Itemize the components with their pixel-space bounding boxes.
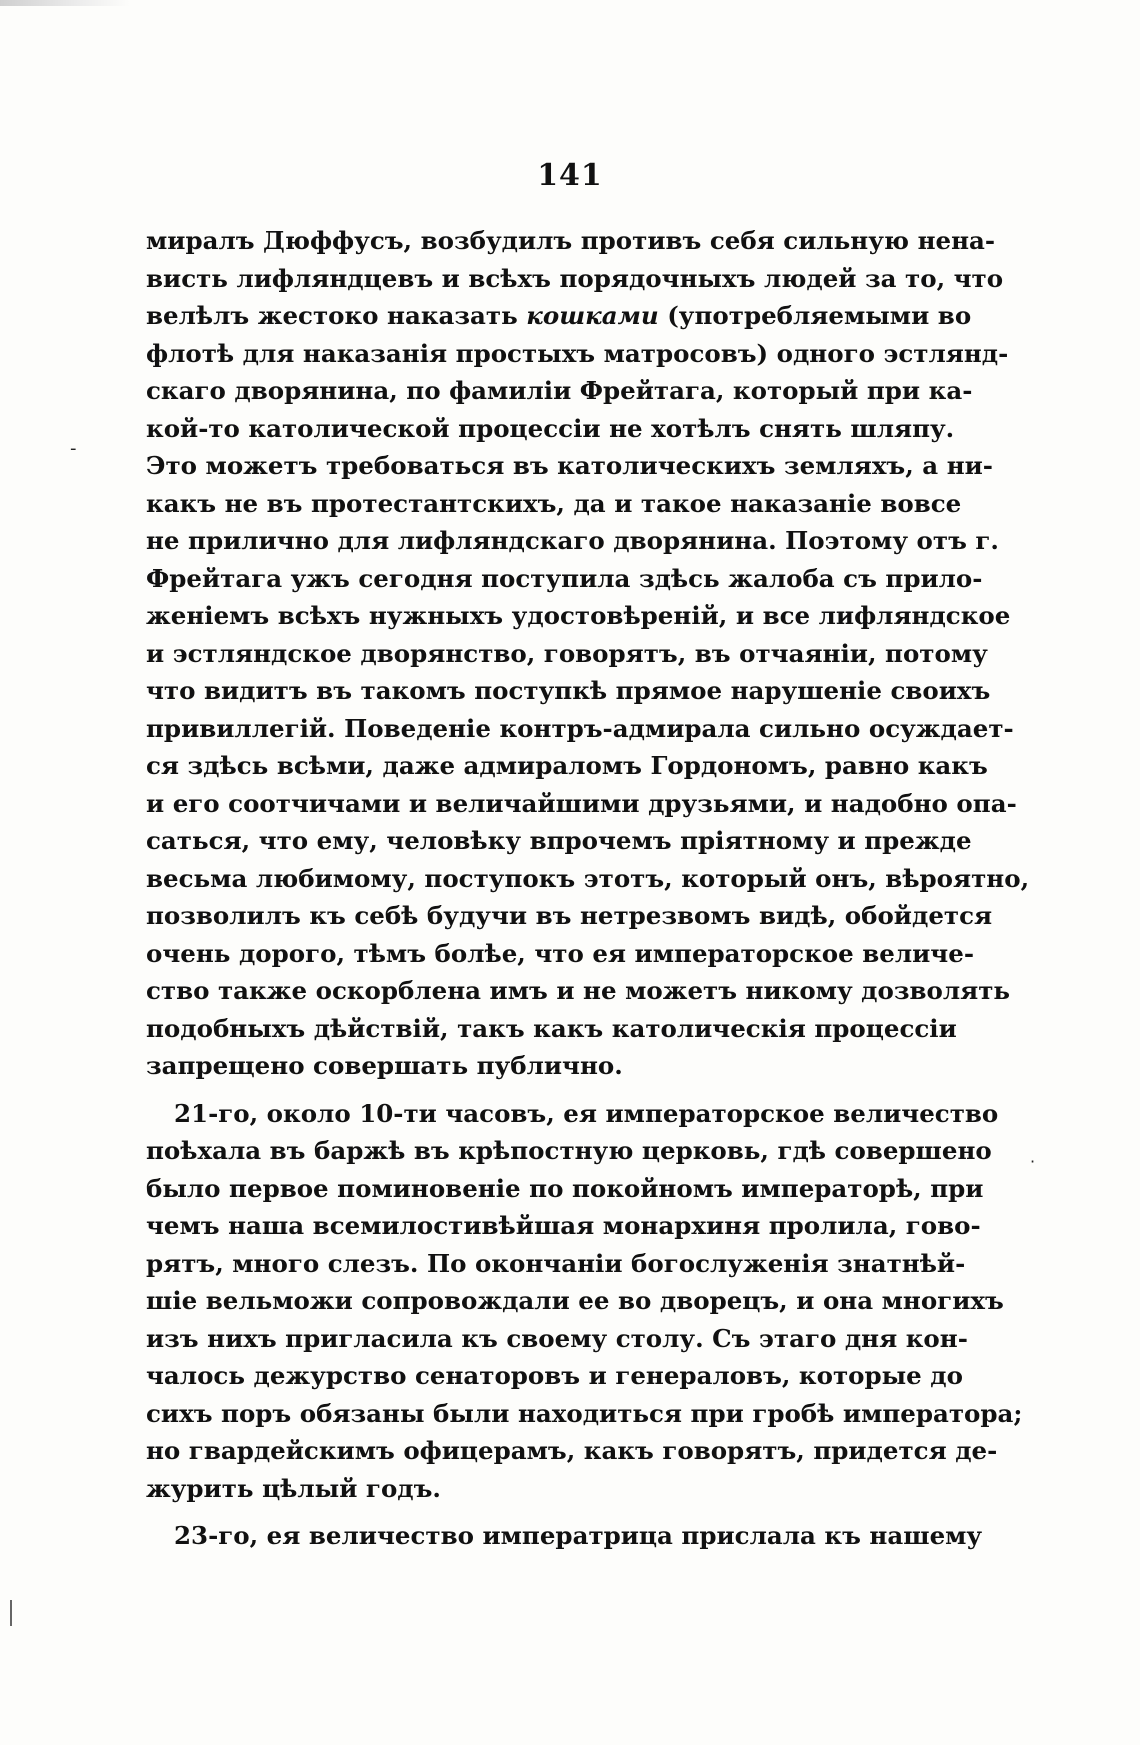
margin-mark bbox=[10, 1600, 12, 1626]
text-line-last: журить цѣлый годъ. bbox=[146, 1473, 441, 1503]
text-line: чалось дежурство сенаторовъ и генераловъ, которые до bbox=[146, 1361, 963, 1390]
margin-mark: - bbox=[70, 438, 77, 459]
text-line: не прилично для лифляндскаго дворянина. Поэтому отъ г. bbox=[146, 526, 999, 555]
text-line: Фрейтага ужъ сегодня поступила здѣсь жалоба съ прило- bbox=[146, 563, 983, 593]
text-line: женіемъ всѣхъ нужныхъ удостовѣреній, и все лифляндское bbox=[146, 601, 1011, 630]
text-line: изъ нихъ пригласила къ своему столу. Съ этаго дня кон- bbox=[146, 1323, 968, 1353]
text-line: ство также оскорблена имъ и не можетъ никому дозволять bbox=[146, 976, 1011, 1005]
text-line: скаго дворянина, по фамиліи Фрейтага, который при ка- bbox=[146, 376, 973, 405]
text-line-with-emphasis bbox=[146, 297, 972, 335]
text-line: Это можетъ требоваться въ католическихъ земляхъ, а ни- bbox=[146, 451, 993, 480]
text-line: но гвардейскимъ офицерамъ, какъ говорятъ, придется де- bbox=[146, 1436, 998, 1465]
text-line: что видитъ въ такомъ поступкѣ прямое нарушеніе своихъ bbox=[146, 676, 991, 705]
text-line: очень дорого, тѣмъ болѣе, что ея императорское величе- bbox=[146, 938, 974, 968]
text-segment: велѣлъ жестоко наказать bbox=[146, 301, 518, 330]
text-segment: (употребляемыми во bbox=[667, 301, 972, 330]
text-line: поѣхала въ баржѣ въ крѣпостную церковь, гдѣ совершено bbox=[146, 1136, 992, 1165]
scan-edge-artifact bbox=[0, 0, 130, 6]
text-line: и эстляндское дворянство, говорятъ, въ отчаяніи, потому bbox=[146, 638, 988, 668]
text-line: какъ не въ протестантскихъ, да и такое наказаніе вовсе bbox=[146, 488, 962, 518]
text-line: саться, что ему, человѣку впрочемъ пріятному и прежде bbox=[146, 826, 972, 855]
text-line: сихъ поръ обязаны были находиться при гробѣ императора; bbox=[146, 1398, 1023, 1428]
text-line: ся здѣсь всѣми, даже адмираломъ Гордономъ, равно какъ bbox=[146, 751, 988, 780]
body-text bbox=[146, 222, 1030, 1555]
text-line: миралъ Дюффусъ, возбудилъ противъ себя сильную нена- bbox=[146, 226, 996, 255]
emphasized-word: кошками bbox=[526, 301, 659, 330]
text-line-indented: 21-го, около 10-ти часовъ, ея императорское величество bbox=[174, 1098, 999, 1128]
page-number: 141 bbox=[537, 158, 603, 193]
text-line: подобныхъ дѣйствій, такъ какъ католическія процессіи bbox=[146, 1013, 957, 1043]
text-line: флотѣ для наказанія простыхъ матросовъ) одного эстлянд- bbox=[146, 338, 1009, 368]
text-line: чемъ наша всемилостивѣйшая монархиня пролила, гово- bbox=[146, 1211, 981, 1240]
text-line-indented: 23-го, ея величество императрица прислала къ нашему bbox=[174, 1521, 983, 1550]
text-line: висть лифляндцевъ и всѣхъ порядочныхъ людей за то, что bbox=[146, 263, 1004, 293]
margin-mark: · bbox=[1030, 1152, 1036, 1171]
text-line: кой-то католической процессіи не хотѣлъ снять шляпу. bbox=[146, 413, 955, 443]
text-line: позволилъ къ себѣ будучи въ нетрезвомъ видѣ, обойдется bbox=[146, 901, 993, 930]
text-line: было первое поминовеніе по покойномъ императорѣ, при bbox=[146, 1173, 984, 1203]
text-line: рятъ, много слезъ. По окончаніи богослуженія знатнѣй- bbox=[146, 1248, 966, 1278]
paragraph-gap bbox=[146, 1085, 948, 1095]
paragraph-gap bbox=[146, 1507, 948, 1517]
text-line: и его соотчичами и величайшими друзьями, и надобно опа- bbox=[146, 788, 1017, 818]
text-line-last: запрещено совершать публично. bbox=[146, 1051, 623, 1080]
text-line: весьма любимому, поступокъ этотъ, который онъ, вѣроятно, bbox=[146, 863, 1030, 893]
text-line: привиллегій. Поведеніе контръ-адмирала сильно осуждает- bbox=[146, 713, 1014, 743]
text-line: шіе вельможи сопровождали ее во дворецъ, и она многихъ bbox=[146, 1286, 1004, 1315]
